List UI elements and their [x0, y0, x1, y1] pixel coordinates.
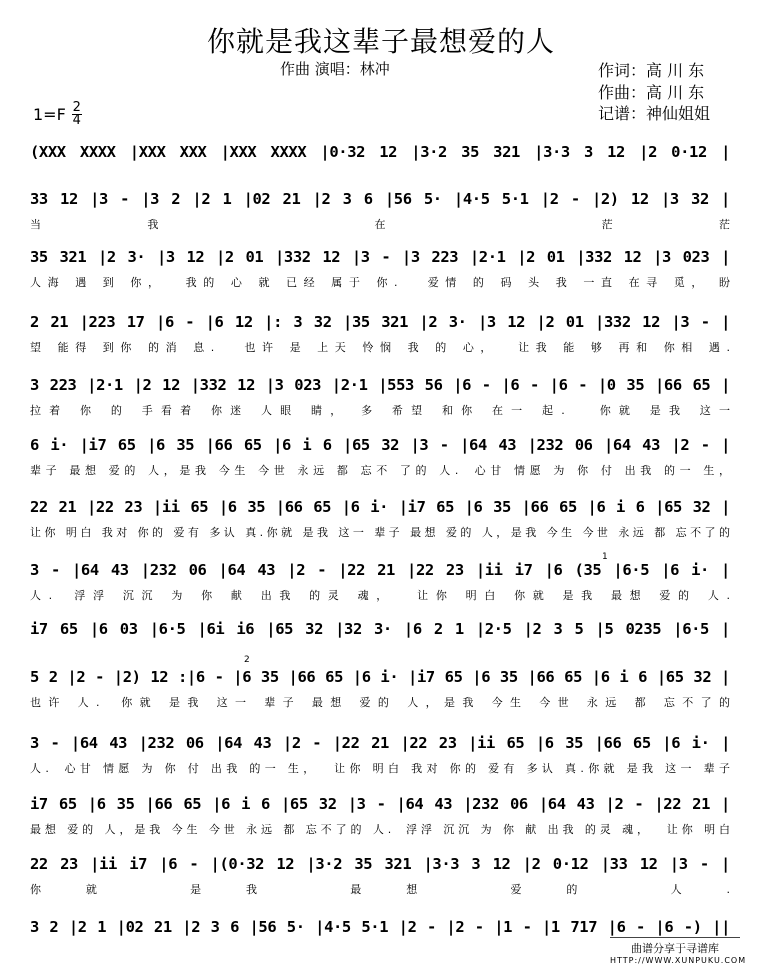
- lyrics-line: 辈子 最想 爱的 人，是我 今生 今世 永远 都 忘不 了的 人. 心甘 情愿 为 你 付 出我 的一 生，: [30, 464, 730, 477]
- score-system: [0, 436, 762, 496]
- score-system: [0, 313, 762, 373]
- score-system: [0, 561, 762, 621]
- watermark-footer: [610, 937, 747, 965]
- notation-line: 3 223 |2·1 |2 12 |332 12 |3 023 |2·1 |553 56 |6 - |6 - |6 - |0 35 |66 65 |: [30, 376, 730, 394]
- lyrics-line: 拉着 你 的 手看着 你迷 人眼 睛， 多 希望 和你 在一 起. 你就 是我 这一: [30, 404, 730, 417]
- score-system: [0, 376, 762, 436]
- lyrics-line: 让你 明白 我对 你的 爱有 多认 真.你就 是我 这一 辈子 最想 爱的 人，是我 今生 今世 永远 都 忘不了的: [30, 526, 730, 539]
- lyricist-credit: 作词：高 川 东: [598, 61, 705, 80]
- notation-line: i7 65 |6 03 |6·5 |6i i6 |65 32 |32 3· |6 2 1 |2·5 |2 3 5 |5 0235 |6·5 |: [30, 620, 730, 638]
- notation-line: 5 2 |2 - |2) 12 :|6 - |6 35 |66 65 |6 i· |i7 65 |6 35 |66 65 |6 i 6 |65 32 |: [30, 668, 730, 686]
- composer-performer-credit: 作曲 演唱：林冲: [280, 60, 390, 78]
- footer-text: 曲谱分享于寻谱库: [631, 942, 719, 955]
- notation-line: 35 321 |2 3· |3 12 |2 01 |332 12 |3 - |3 223 |2·1 |2 01 |332 12 |3 023 |: [30, 248, 730, 266]
- notation-line: 6 i· |i7 65 |6 35 |66 65 |6 i 6 |65 32 |3 - |64 43 |232 06 |64 43 |2 - |: [30, 436, 730, 454]
- lyrics-line: 望 能得 到你 的消 息. 也许 是 上天 怜悯 我 的 心， 让我 能 够 再和 你相 遇.: [30, 341, 730, 354]
- notation-line: i7 65 |6 35 |66 65 |6 i 6 |65 32 |3 - |64 43 |232 06 |64 43 |2 - |22 21 |: [30, 795, 730, 813]
- notation-line: 3 2 |2 1 |02 21 |2 3 6 |56 5· |4·5 5·1 |2 - |2 - |1 - |1 717 |6 - |6 -) ||: [30, 918, 730, 936]
- transcriber-credit: 记谱：神仙姐姐: [598, 104, 711, 123]
- score-system: [0, 498, 762, 558]
- meter-bottom: 4: [72, 113, 81, 128]
- key-signature: 1=F: [33, 105, 66, 124]
- page-title: 你就是我这辈子最想爱的人: [206, 25, 555, 58]
- notation-line: 22 23 |ii i7 |6 - |(0·32 12 |3·2 35 321 |3·3 3 12 |2 0·12 |33 12 |3 - |: [30, 855, 730, 873]
- lyrics-line: 人. 心甘 情愿 为 你 付 出我 的一 生， 让你 明白 我对 你的 爱有 多认 真.你就 是我 这一 辈子: [30, 762, 730, 775]
- lyrics-line: 人. 浮浮 沉沉 为 你 献 出我 的灵 魂， 让你 明白 你就 是我 最想 爱的 人.: [30, 589, 730, 602]
- lyrics-line: 人海 遇 到 你， 我的 心 就 已经 属于 你. 爱情 的 码 头 我 一直 在寻 觅， 盼: [30, 276, 730, 289]
- footer-url: HTTP://WWW.XUNPUKU.COM: [610, 956, 747, 965]
- notation-line: 2 21 |223 17 |6 - |6 12 |: 3 32 |35 321 |2 3· |3 12 |2 01 |332 12 |3 - |: [30, 313, 730, 331]
- notation-line: 22 21 |22 23 |ii 65 |6 35 |66 65 |6 i· |i7 65 |6 35 |66 65 |6 i 6 |65 32 |: [30, 498, 730, 516]
- second-ending-mark: 2: [244, 655, 250, 665]
- lyrics-line: 最想 爱的 人，是我 今生 今世 永远 都 忘不了的 人. 浮浮 沉沉 为 你 献 出我 的灵 魂， 让你 明白: [30, 823, 730, 836]
- lyrics-line: 当我 在 茫茫: [30, 218, 730, 231]
- lyrics-line: 也许 人. 你就 是我 这一 辈子 最想 爱的 人，是我 今生 今世 永远 都 忘不了的: [30, 696, 730, 709]
- first-ending-mark: 1: [602, 552, 608, 562]
- score-system: [0, 248, 762, 308]
- time-signature: [72, 102, 82, 127]
- meter-top: 2: [72, 100, 81, 115]
- composer-credit: 作曲：高 川 东: [598, 83, 705, 102]
- lyrics-line: 你就 是我 最想 爱的 人.: [30, 883, 730, 896]
- score-system: [0, 668, 762, 728]
- notation-line: 3 - |64 43 |232 06 |64 43 |2 - |22 21 |22 23 |ii 65 |6 35 |66 65 |6 i· |: [30, 734, 730, 752]
- score-system: [0, 734, 762, 794]
- notation-line: (XXX XXXX |XXX XXX |XXX XXXX |0·32 12 |3·2 35 321 |3·3 3 12 |2 0·12 |: [30, 143, 730, 161]
- score-system: [0, 190, 762, 250]
- notation-line: 33 12 |3 - |3 2 |2 1 |02 21 |2 3 6 |56 5· |4·5 5·1 |2 - |2) 12 |3 32 |: [30, 190, 730, 208]
- score-system: [0, 795, 762, 855]
- notation-line: 3 - |64 43 |232 06 |64 43 |2 - |22 21 |22 23 |ii i7 |6 (35 |6·5 |6 i· |: [30, 561, 730, 579]
- score-system: [0, 855, 762, 915]
- key-and-meter: [33, 102, 82, 127]
